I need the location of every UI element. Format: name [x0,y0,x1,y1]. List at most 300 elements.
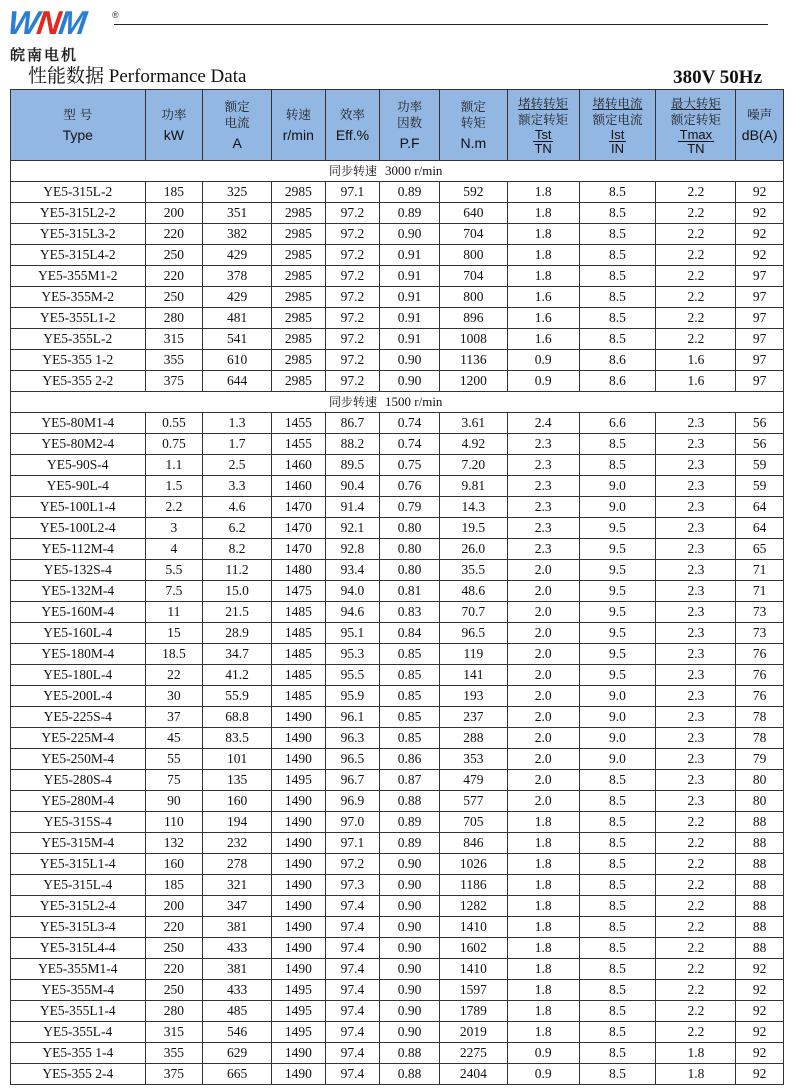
value-cell: 315 [145,1022,203,1043]
value-cell: 0.83 [380,602,440,623]
value-cell: 1490 [272,749,326,770]
value-cell: 1490 [272,1043,326,1064]
model-cell: YE5-90L-4 [11,476,146,497]
value-cell: 2.2 [145,497,203,518]
value-cell: 119 [439,644,507,665]
value-cell: 97.2 [325,266,380,287]
value-cell: 237 [439,707,507,728]
model-cell: YE5-315S-4 [11,812,146,833]
value-cell: 15.0 [203,581,272,602]
value-cell: 0.89 [380,812,440,833]
page-title: 性能数据 Performance Data [28,66,247,87]
value-cell: 90.4 [325,476,380,497]
value-cell: 97.1 [325,182,380,203]
value-cell: 1282 [439,896,507,917]
value-cell: 1.8 [507,980,579,1001]
table-row [11,203,784,224]
value-cell: 19.5 [439,518,507,539]
value-cell: 9.0 [579,749,656,770]
value-cell: 8.5 [579,434,656,455]
table-body [11,161,784,1085]
value-cell: 1.1 [145,455,203,476]
value-cell: 288 [439,728,507,749]
table-row [11,434,784,455]
value-cell: 76 [736,644,784,665]
value-cell: 0.75 [145,434,203,455]
value-cell: 0.90 [380,224,440,245]
value-cell: 0.88 [380,1043,440,1064]
value-cell: 92 [736,203,784,224]
value-cell: 429 [203,287,272,308]
value-cell: 0.90 [380,959,440,980]
value-cell: 2.3 [656,749,736,770]
value-cell: 97.4 [325,896,380,917]
value-cell: 1470 [272,497,326,518]
col-power: 功率 kW [145,90,203,161]
value-cell: 2.2 [656,1022,736,1043]
value-cell: 90 [145,791,203,812]
value-cell: 2.2 [656,896,736,917]
value-cell: 2.3 [507,497,579,518]
value-cell: 34.7 [203,644,272,665]
value-cell: 8.5 [579,791,656,812]
value-cell: 9.81 [439,476,507,497]
value-cell: 1.3 [203,413,272,434]
model-cell: YE5-90S-4 [11,455,146,476]
value-cell: 250 [145,245,203,266]
value-cell: 75 [145,770,203,791]
table-row [11,1064,784,1085]
value-cell: 92 [736,1022,784,1043]
value-cell: 1.8 [507,875,579,896]
value-cell: 80 [736,770,784,791]
value-cell: 97.2 [325,245,380,266]
model-cell: YE5-132M-4 [11,581,146,602]
value-cell: 30 [145,686,203,707]
value-cell: 1.8 [656,1043,736,1064]
value-cell: 1.8 [507,959,579,980]
value-cell: 429 [203,245,272,266]
model-cell: YE5-100L2-4 [11,518,146,539]
value-cell: 2.3 [656,623,736,644]
value-cell: 68.8 [203,707,272,728]
value-cell: 9.5 [579,602,656,623]
value-cell: 1490 [272,875,326,896]
value-cell: 0.91 [380,266,440,287]
value-cell: 2.2 [656,854,736,875]
value-cell: 97.1 [325,833,380,854]
value-cell: 92 [736,1043,784,1064]
value-cell: 2985 [272,224,326,245]
col-power-factor: 功率 因数 P.F [380,90,440,161]
value-cell: 97.4 [325,1022,380,1043]
value-cell: 280 [145,308,203,329]
value-cell: 0.74 [380,434,440,455]
value-cell: 2.0 [507,623,579,644]
value-cell: 2.2 [656,812,736,833]
table-row [11,518,784,539]
col-efficiency: 效率 Eff.% [325,90,380,161]
model-cell: YE5-355M1-4 [11,959,146,980]
table-row [11,1043,784,1064]
value-cell: 9.5 [579,665,656,686]
value-cell: 577 [439,791,507,812]
value-cell: 11 [145,602,203,623]
model-cell: YE5-100L1-4 [11,497,146,518]
value-cell: 1485 [272,686,326,707]
value-cell: 1470 [272,518,326,539]
value-cell: 1186 [439,875,507,896]
value-cell: 1490 [272,728,326,749]
table-row [11,308,784,329]
value-cell: 0.9 [507,1064,579,1085]
value-cell: 1490 [272,959,326,980]
value-cell: 1.5 [145,476,203,497]
value-cell: 280 [145,1001,203,1022]
value-cell: 97.0 [325,812,380,833]
col-rated-current: 额定 电流 A [203,90,272,161]
value-cell: 97.4 [325,959,380,980]
table-row [11,266,784,287]
value-cell: 9.0 [579,686,656,707]
value-cell: 55 [145,749,203,770]
model-cell: YE5-80M2-4 [11,434,146,455]
value-cell: 2.3 [507,455,579,476]
model-cell: YE5-200L-4 [11,686,146,707]
value-cell: 92 [736,959,784,980]
value-cell: 479 [439,770,507,791]
value-cell: 2985 [272,182,326,203]
value-cell: 9.0 [579,728,656,749]
table-row [11,287,784,308]
value-cell: 0.89 [380,182,440,203]
value-cell: 8.5 [579,1064,656,1085]
value-cell: 95.9 [325,686,380,707]
value-cell: 91.4 [325,497,380,518]
model-cell: YE5-355 1-2 [11,350,146,371]
value-cell: 846 [439,833,507,854]
performance-table [10,89,784,1085]
model-cell: YE5-355L-2 [11,329,146,350]
section-header-row [11,392,784,413]
col-rated-torque: 额定 转矩 N.m [439,90,507,161]
value-cell: 220 [145,917,203,938]
value-cell: 1495 [272,1022,326,1043]
value-cell: 97.4 [325,1001,380,1022]
table-row [11,770,784,791]
table-row [11,959,784,980]
table-row [11,581,784,602]
value-cell: 160 [145,854,203,875]
table-row [11,497,784,518]
value-cell: 97 [736,308,784,329]
table-row [11,980,784,1001]
value-cell: 1460 [272,455,326,476]
value-cell: 704 [439,224,507,245]
value-cell: 1485 [272,602,326,623]
value-cell: 1410 [439,917,507,938]
value-cell: 2.3 [656,665,736,686]
value-cell: 8.2 [203,539,272,560]
value-cell: 2.3 [656,413,736,434]
model-cell: YE5-355M-2 [11,287,146,308]
value-cell: 2.3 [656,644,736,665]
value-cell: 0.80 [380,560,440,581]
value-cell: 45 [145,728,203,749]
table-row [11,728,784,749]
value-cell: 8.5 [579,329,656,350]
value-cell: 2.3 [656,539,736,560]
table-row [11,413,784,434]
value-cell: 65 [736,539,784,560]
value-cell: 15 [145,623,203,644]
value-cell: 1455 [272,413,326,434]
value-cell: 4.92 [439,434,507,455]
value-cell: 2.5 [203,455,272,476]
value-cell: 8.6 [579,371,656,392]
value-cell: 70.7 [439,602,507,623]
value-cell: 1460 [272,476,326,497]
value-cell: 94.6 [325,602,380,623]
value-cell: 0.74 [380,413,440,434]
value-cell: 64 [736,497,784,518]
value-cell: 86.7 [325,413,380,434]
value-cell: 14.3 [439,497,507,518]
model-cell: YE5-315L-4 [11,875,146,896]
value-cell: 97 [736,371,784,392]
value-cell: 0.91 [380,245,440,266]
value-cell: 0.90 [380,854,440,875]
value-cell: 1490 [272,896,326,917]
value-cell: 0.85 [380,686,440,707]
value-cell: 35.5 [439,560,507,581]
model-cell: YE5-315L4-2 [11,245,146,266]
value-cell: 28.9 [203,623,272,644]
value-cell: 2.3 [507,476,579,497]
value-cell: 0.79 [380,497,440,518]
value-cell: 0.90 [380,980,440,1001]
value-cell: 92 [736,182,784,203]
company-name-cn: 皖南电机 [10,46,79,64]
value-cell: 2.0 [507,749,579,770]
model-cell: YE5-355 2-2 [11,371,146,392]
value-cell: 0.75 [380,455,440,476]
value-cell: 0.85 [380,707,440,728]
value-cell: 1.8 [507,182,579,203]
value-cell: 26.0 [439,539,507,560]
value-cell: 2.3 [656,518,736,539]
value-cell: 1455 [272,434,326,455]
value-cell: 1480 [272,560,326,581]
value-cell: 96.1 [325,707,380,728]
model-cell: YE5-315L4-4 [11,938,146,959]
value-cell: 1.8 [507,266,579,287]
table-header-row [11,90,784,161]
value-cell: 9.5 [579,644,656,665]
value-cell: 375 [145,371,203,392]
value-cell: 1490 [272,707,326,728]
value-cell: 2.3 [656,686,736,707]
value-cell: 2.2 [656,329,736,350]
value-cell: 2.2 [656,917,736,938]
value-cell: 71 [736,581,784,602]
model-cell: YE5-132S-4 [11,560,146,581]
value-cell: 1.8 [507,1001,579,1022]
value-cell: 78 [736,728,784,749]
value-cell: 2.3 [656,497,736,518]
value-cell: 185 [145,875,203,896]
value-cell: 97.3 [325,875,380,896]
value-cell: 8.5 [579,224,656,245]
value-cell: 0.85 [380,644,440,665]
value-cell: 41.2 [203,665,272,686]
value-cell: 375 [145,1064,203,1085]
value-cell: 2.0 [507,581,579,602]
value-cell: 1490 [272,917,326,938]
value-cell: 315 [145,329,203,350]
value-cell: 8.5 [579,938,656,959]
value-cell: 2.3 [656,455,736,476]
value-cell: 0.91 [380,308,440,329]
value-cell: 1495 [272,770,326,791]
value-cell: 132 [145,833,203,854]
section-label [11,161,784,182]
value-cell: 200 [145,896,203,917]
value-cell: 95.1 [325,623,380,644]
model-cell: YE5-225M-4 [11,728,146,749]
value-cell: 8.5 [579,182,656,203]
value-cell: 629 [203,1043,272,1064]
value-cell: 1.6 [656,371,736,392]
value-cell: 2985 [272,266,326,287]
value-cell: 1490 [272,791,326,812]
table-row [11,1001,784,1022]
value-cell: 76 [736,686,784,707]
value-cell: 2.2 [656,959,736,980]
value-cell: 9.5 [579,518,656,539]
table-row [11,623,784,644]
value-cell: 83.5 [203,728,272,749]
value-cell: 382 [203,224,272,245]
value-cell: 1.8 [507,917,579,938]
value-cell: 1.8 [507,938,579,959]
value-cell: 3.61 [439,413,507,434]
value-cell: 1410 [439,959,507,980]
value-cell: 481 [203,308,272,329]
value-cell: 2.0 [507,728,579,749]
model-cell: YE5-355M1-2 [11,266,146,287]
value-cell: 1.8 [507,224,579,245]
value-cell: 433 [203,938,272,959]
value-cell: 0.90 [380,1022,440,1043]
value-cell: 1.6 [507,329,579,350]
value-cell: 1.8 [507,203,579,224]
value-cell: 97.4 [325,980,380,1001]
value-cell: 8.5 [579,203,656,224]
section-header-row [11,161,784,182]
value-cell: 64 [736,518,784,539]
value-cell: 200 [145,203,203,224]
value-cell: 2985 [272,308,326,329]
value-cell: 8.5 [579,455,656,476]
value-cell: 135 [203,770,272,791]
value-cell: 1485 [272,623,326,644]
value-cell: 2.2 [656,203,736,224]
value-cell: 0.91 [380,329,440,350]
value-cell: 1.8 [507,854,579,875]
value-cell: 88.2 [325,434,380,455]
value-cell: 8.5 [579,833,656,854]
value-cell: 325 [203,182,272,203]
table-row [11,224,784,245]
value-cell: 97.4 [325,938,380,959]
value-cell: 278 [203,854,272,875]
value-cell: 88 [736,875,784,896]
model-cell: YE5-250M-4 [11,749,146,770]
value-cell: 88 [736,833,784,854]
value-cell: 78 [736,707,784,728]
value-cell: 1008 [439,329,507,350]
value-cell: 97.2 [325,287,380,308]
value-cell: 97.4 [325,917,380,938]
value-cell: 92 [736,245,784,266]
model-cell: YE5-180L-4 [11,665,146,686]
value-cell: 2.2 [656,1001,736,1022]
value-cell: 97 [736,287,784,308]
value-cell: 0.85 [380,665,440,686]
value-cell: 1490 [272,854,326,875]
model-cell: YE5-160L-4 [11,623,146,644]
value-cell: 92.1 [325,518,380,539]
value-cell: 9.5 [579,623,656,644]
value-cell: 0.88 [380,1064,440,1085]
value-cell: 0.90 [380,371,440,392]
value-cell: 79 [736,749,784,770]
value-cell: 8.5 [579,266,656,287]
value-cell: 5.5 [145,560,203,581]
value-cell: 2404 [439,1064,507,1085]
value-cell: 6.2 [203,518,272,539]
value-cell: 2985 [272,203,326,224]
value-cell: 1602 [439,938,507,959]
value-cell: 9.5 [579,581,656,602]
table-row [11,602,784,623]
table-row [11,833,784,854]
value-cell: 92 [736,1064,784,1085]
value-cell: 96.7 [325,770,380,791]
value-cell: 640 [439,203,507,224]
value-cell: 59 [736,455,784,476]
table-row [11,896,784,917]
value-cell: 193 [439,686,507,707]
model-cell: YE5-315M-4 [11,833,146,854]
value-cell: 8.5 [579,770,656,791]
value-cell: 2.2 [656,875,736,896]
value-cell: 0.91 [380,287,440,308]
model-cell: YE5-225S-4 [11,707,146,728]
value-cell: 250 [145,980,203,1001]
value-cell: 2985 [272,329,326,350]
value-cell: 8.5 [579,1001,656,1022]
value-cell: 546 [203,1022,272,1043]
value-cell: 110 [145,812,203,833]
model-cell: YE5-112M-4 [11,539,146,560]
table-row [11,455,784,476]
value-cell: 97.2 [325,854,380,875]
value-cell: 1490 [272,1064,326,1085]
value-cell: 80 [736,791,784,812]
value-cell: 97.2 [325,308,380,329]
